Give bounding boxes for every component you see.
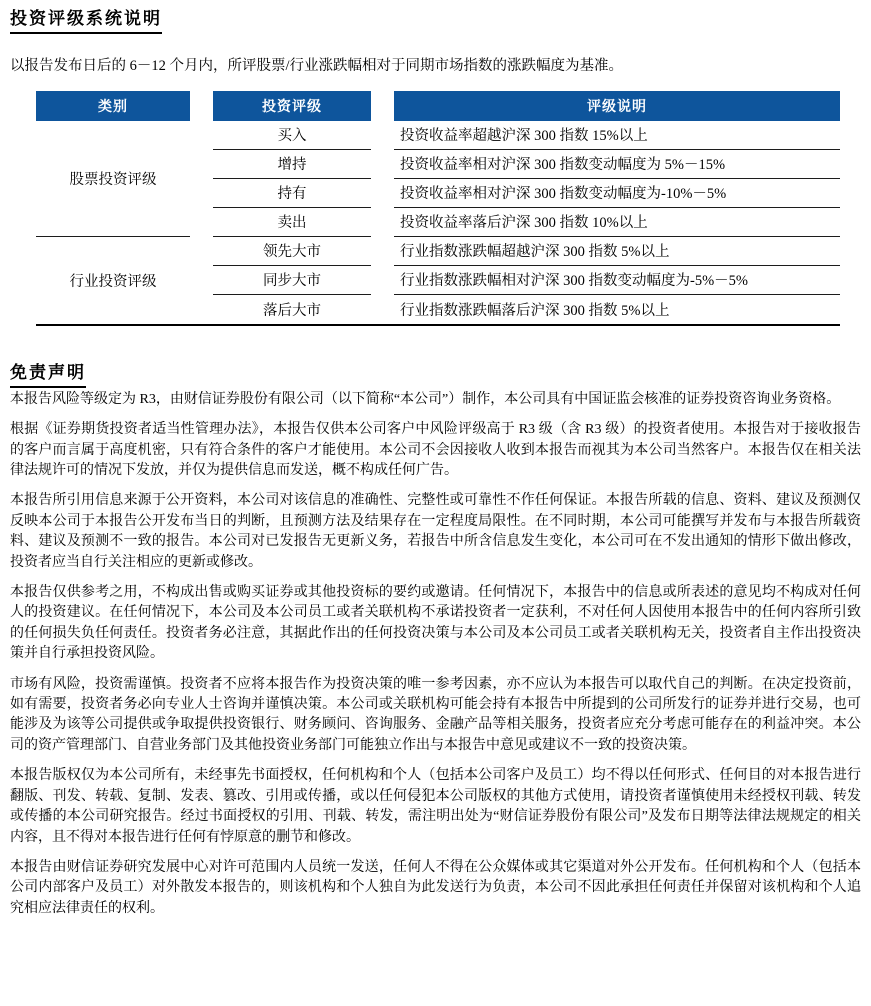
rating-cell: 增持 — [213, 150, 371, 179]
rating-description-cell: 投资收益率相对沪深 300 指数变动幅度为-10%－5% — [394, 179, 840, 208]
rating-cell: 买入 — [213, 121, 371, 150]
rating-cell: 同步大市 — [213, 266, 371, 295]
rating-cell: 持有 — [213, 179, 371, 208]
disclaimer-paragraph: 本报告风险等级定为 R3，由财信证券股份有限公司（以下简称“本公司”）制作，本公司具有中国证监会核准的证券投资咨询业务资格。 — [10, 391, 841, 407]
rating-description-cell: 行业指数涨跌幅相对沪深 300 指数变动幅度为-5%－5% — [394, 266, 840, 295]
rating-description-cell: 行业指数涨跌幅超越沪深 300 指数 5%以上 — [394, 237, 840, 266]
disclaimer-paragraph: 本报告所引用信息来源于公开资料，本公司对该信息的准确性、完整性或可靠性不作任何保证。本报告所载的信息、资料、建议及预测仅反映本公司于本报告公开发布当日的判断，且预测方法及结果存在一定程度局限性。在不同时期，本公司可能撰写并发布与本报告所载资料、建议及预测不一致的报告。本公司对已发报告无更新义务，若报告中所含信息发生变化，本公司可在不发出通知的情形下做出修改，投资者应当自行关注相应的更新或修改。 — [10, 493, 861, 570]
rating-system-title: 投资评级系统说明 — [10, 8, 162, 34]
rating-description-cell: 行业指数涨跌幅落后沪深 300 指数 5%以上 — [400, 302, 670, 319]
disclaimer-paragraph: 本报告版权仅为本公司所有，未经事先书面授权，任何机构和个人（包括本公司客户及员工）均不得以任何形式、任何目的对本报告进行翻版、刊发、转载、复制、发表、篡改、引用或传播，或以任何侵犯本公司版权的其他方式使用，请投资者谨慎使用未经授权刊载、转发或传播的本公司研究报告。经过书面授权的引用、刊载、转发，需注明出处为“财信证券股份有限公司”及发布日期等法律法规规定的相关内容，且不得对本报告进行任何有悖原意的删节和修改。 — [10, 768, 861, 845]
rating-description-cell: 投资收益率落后沪深 300 指数 10%以上 — [394, 208, 840, 237]
rating-description-cell: 投资收益率超越沪深 300 指数 15%以上 — [394, 121, 840, 150]
rating-cell: 卖出 — [213, 208, 371, 237]
table-header-description: 评级说明 — [394, 91, 840, 121]
disclaimer-paragraph: 市场有风险，投资需谨慎。投资者不应将本报告作为投资决策的唯一参考因素，亦不应认为本报告可以取代自己的判断。在决定投资前，如有需要，投资者务必向专业人士咨询并谨慎决策。本公司或关联机构可能会持有本报告中所提到的公司所发行的证券并进行交易，也可能涉及为该等公司提供或争取提供投资银行、财务顾问、咨询服务、金融产品等相关服务，投资者应充分考虑可能存在的利益冲突。本公司的资产管理部门、自营业务部门及其他投资业务部门可能独立作出与本报告中意见或建议不一致的投资决策。 — [10, 676, 861, 753]
category-cell: 股票投资评级 — [36, 121, 190, 237]
category-cell: 行业投资评级 — [69, 273, 157, 290]
rating-benchmark-note: 以报告发布日后的 6－12 个月内，所评股票/行业涨跌幅相对于同期市场指数的涨跌幅度为基准。 — [10, 58, 624, 75]
disclaimer-section — [10, 362, 861, 920]
rating-cell: 领先大市 — [213, 237, 371, 266]
table-header-rating: 投资评级 — [213, 91, 371, 121]
disclaimer-paragraph: 根据《证券期货投资者适当性管理办法》，本报告仅供本公司客户中风险评级高于 R3 级（含 R3 级）的投资者使用。本报告对于接收报告的客户而言属于高度机密，只有符合条件的客户才能使用。本公司不会因接收人收到本报告而视其为本公司当然客户。本报告仅在相关法律法规许可的情况下发放，并仅为提供信息而发送，概不构成任何广告。 — [10, 422, 861, 479]
rating-table — [36, 91, 840, 326]
disclaimer-paragraph: 本报告由财信证券研究发展中心对许可范围内人员统一发送，任何人不得在公众媒体或其它渠道对外公开发布。任何机构和个人（包括本公司内部客户及员工）对外散发本报告的，则该机构和个人独自为此发送行为负责，本公司不因此承担任何责任并保留对该机构和个人追究相应法律责任的权利。 — [10, 859, 861, 916]
disclaimer-body — [10, 390, 861, 919]
rating-cell: 落后大市 — [263, 302, 321, 319]
disclaimer-title: 免责声明 — [10, 362, 86, 388]
disclaimer-paragraph: 本报告仅供参考之用，不构成出售或购买证券或其他投资标的要约或邀请。任何情况下，本报告中的信息或所表述的意见均不构成对任何人的投资建议。在任何情况下，本公司及本公司员工或者关联机构不承诺投资者一定获利，不对任何人因使用本报告中的任何内容所引致的任何损失负任何责任。投资者务必注意，其据此作出的任何投资决策与本公司及本公司员工或者关联机构无关，投资者自主作出投资决策并自行承担投资风险。 — [10, 585, 861, 662]
rating-description-cell: 投资收益率相对沪深 300 指数变动幅度为 5%－15% — [394, 150, 840, 179]
table-header-category: 类别 — [36, 91, 190, 121]
